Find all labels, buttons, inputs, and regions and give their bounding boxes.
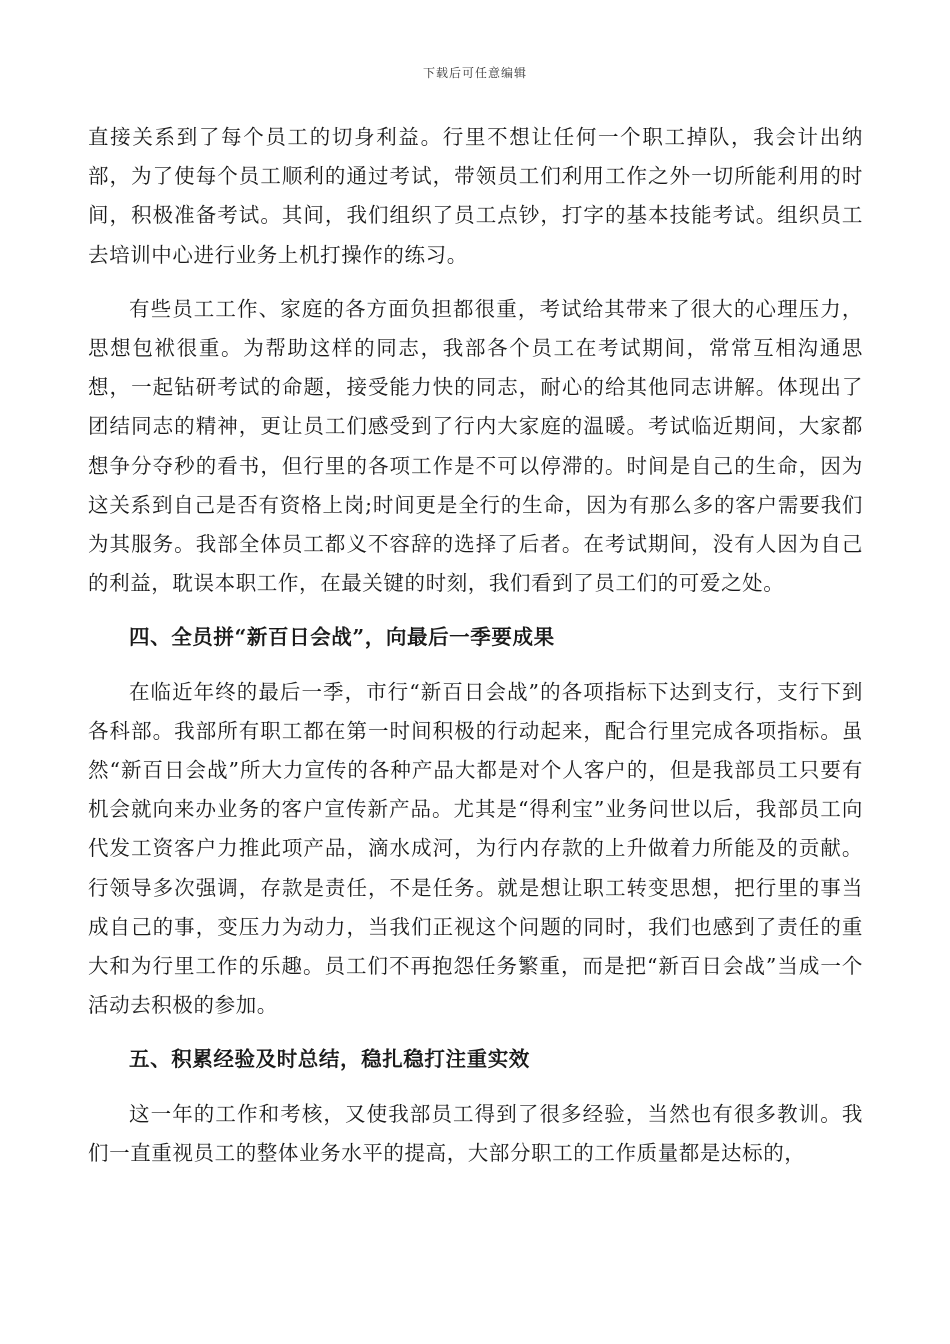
section-heading-5: 五、积累经验及时总结，稳扎稳打注重实效 xyxy=(129,1047,530,1072)
paragraph-4: 这一年的工作和考核，又使我部员工得到了很多经验，当然也有很多教训。我们一直重视员工的整体业务水平的提高，大部分职工的工作质量都是达标的， xyxy=(88,1101,863,1165)
paragraph-gap xyxy=(88,658,863,673)
paragraph-gap xyxy=(88,603,863,618)
document-body xyxy=(88,118,863,1173)
paragraph-3: 在临近年终的最后一季，市行“新百日会战”的各项指标下达到支行，支行下到各科部。我部所有职工都在第一时间积极的行动起来，配合行里完成各项指标。虽然“新百日会战”所大力宣传的各种产品大都是对个人客户的，但是我部员工只要有机会就向来办业务的客户宣传新产品。尤其是“得利宝”业务问世以后，我部员工向代发工资客户力推此项产品，滴水成河，为行内存款的上升做着力所能及的贡献。行领导多次强调，存款是责任，不是任务。就是想让职工转变思想，把行里的事当成自己的事，变压力为动力，当我们正视这个问题的同时，我们也感到了责任的重大和为行里工作的乐趣。员工们不再抱怨任务繁重，而是把“新百日会战”当成一个活动去积极的参加。 xyxy=(88,679,863,1018)
paragraph-2: 有些员工工作、家庭的各方面负担都很重，考试给其带来了很大的心理压力，思想包袱很重。为帮助这样的同志，我部各个员工在考试期间，常常互相沟通思想，一起钻研考试的命题，接受能力快的同志，耐心的给其他同志讲解。体现出了团结同志的精神，更让员工们感受到了行内大家庭的温暖。考试临近期间，大家都想争分夺秒的看书，但行里的各项工作是不可以停滞的。时间是自己的生命，因为这关系到自己是否有资格上岗;时间更是全行的生命，因为有那么多的客户需要我们为其服务。我部全体员工都义不容辞的选择了后者。在考试期间，没有人因为自己的利益，耽误本职工作，在最关键的时刻，我们看到了员工们的可爱之处。 xyxy=(88,296,863,596)
section-heading-4: 四、全员拼“新百日会战”，向最后一季要成果 xyxy=(129,625,555,650)
page-header: 下载后可任意编辑 xyxy=(422,66,527,80)
paragraph-gap xyxy=(88,1025,863,1040)
paragraph-gap xyxy=(88,1080,863,1095)
paragraph-1: 直接关系到了每个员工的切身利益。行里不想让任何一个职工掉队，我会计出纳部，为了使每个员工顺利的通过考试，带领员工们利用工作之外一切所能利用的时间，积极准备考试。其间，我们组织了员工点钞，打字的基本技能考试。组织员工去培训中心进行业务上机打操作的练习。 xyxy=(88,125,863,267)
paragraph-gap xyxy=(88,275,863,290)
